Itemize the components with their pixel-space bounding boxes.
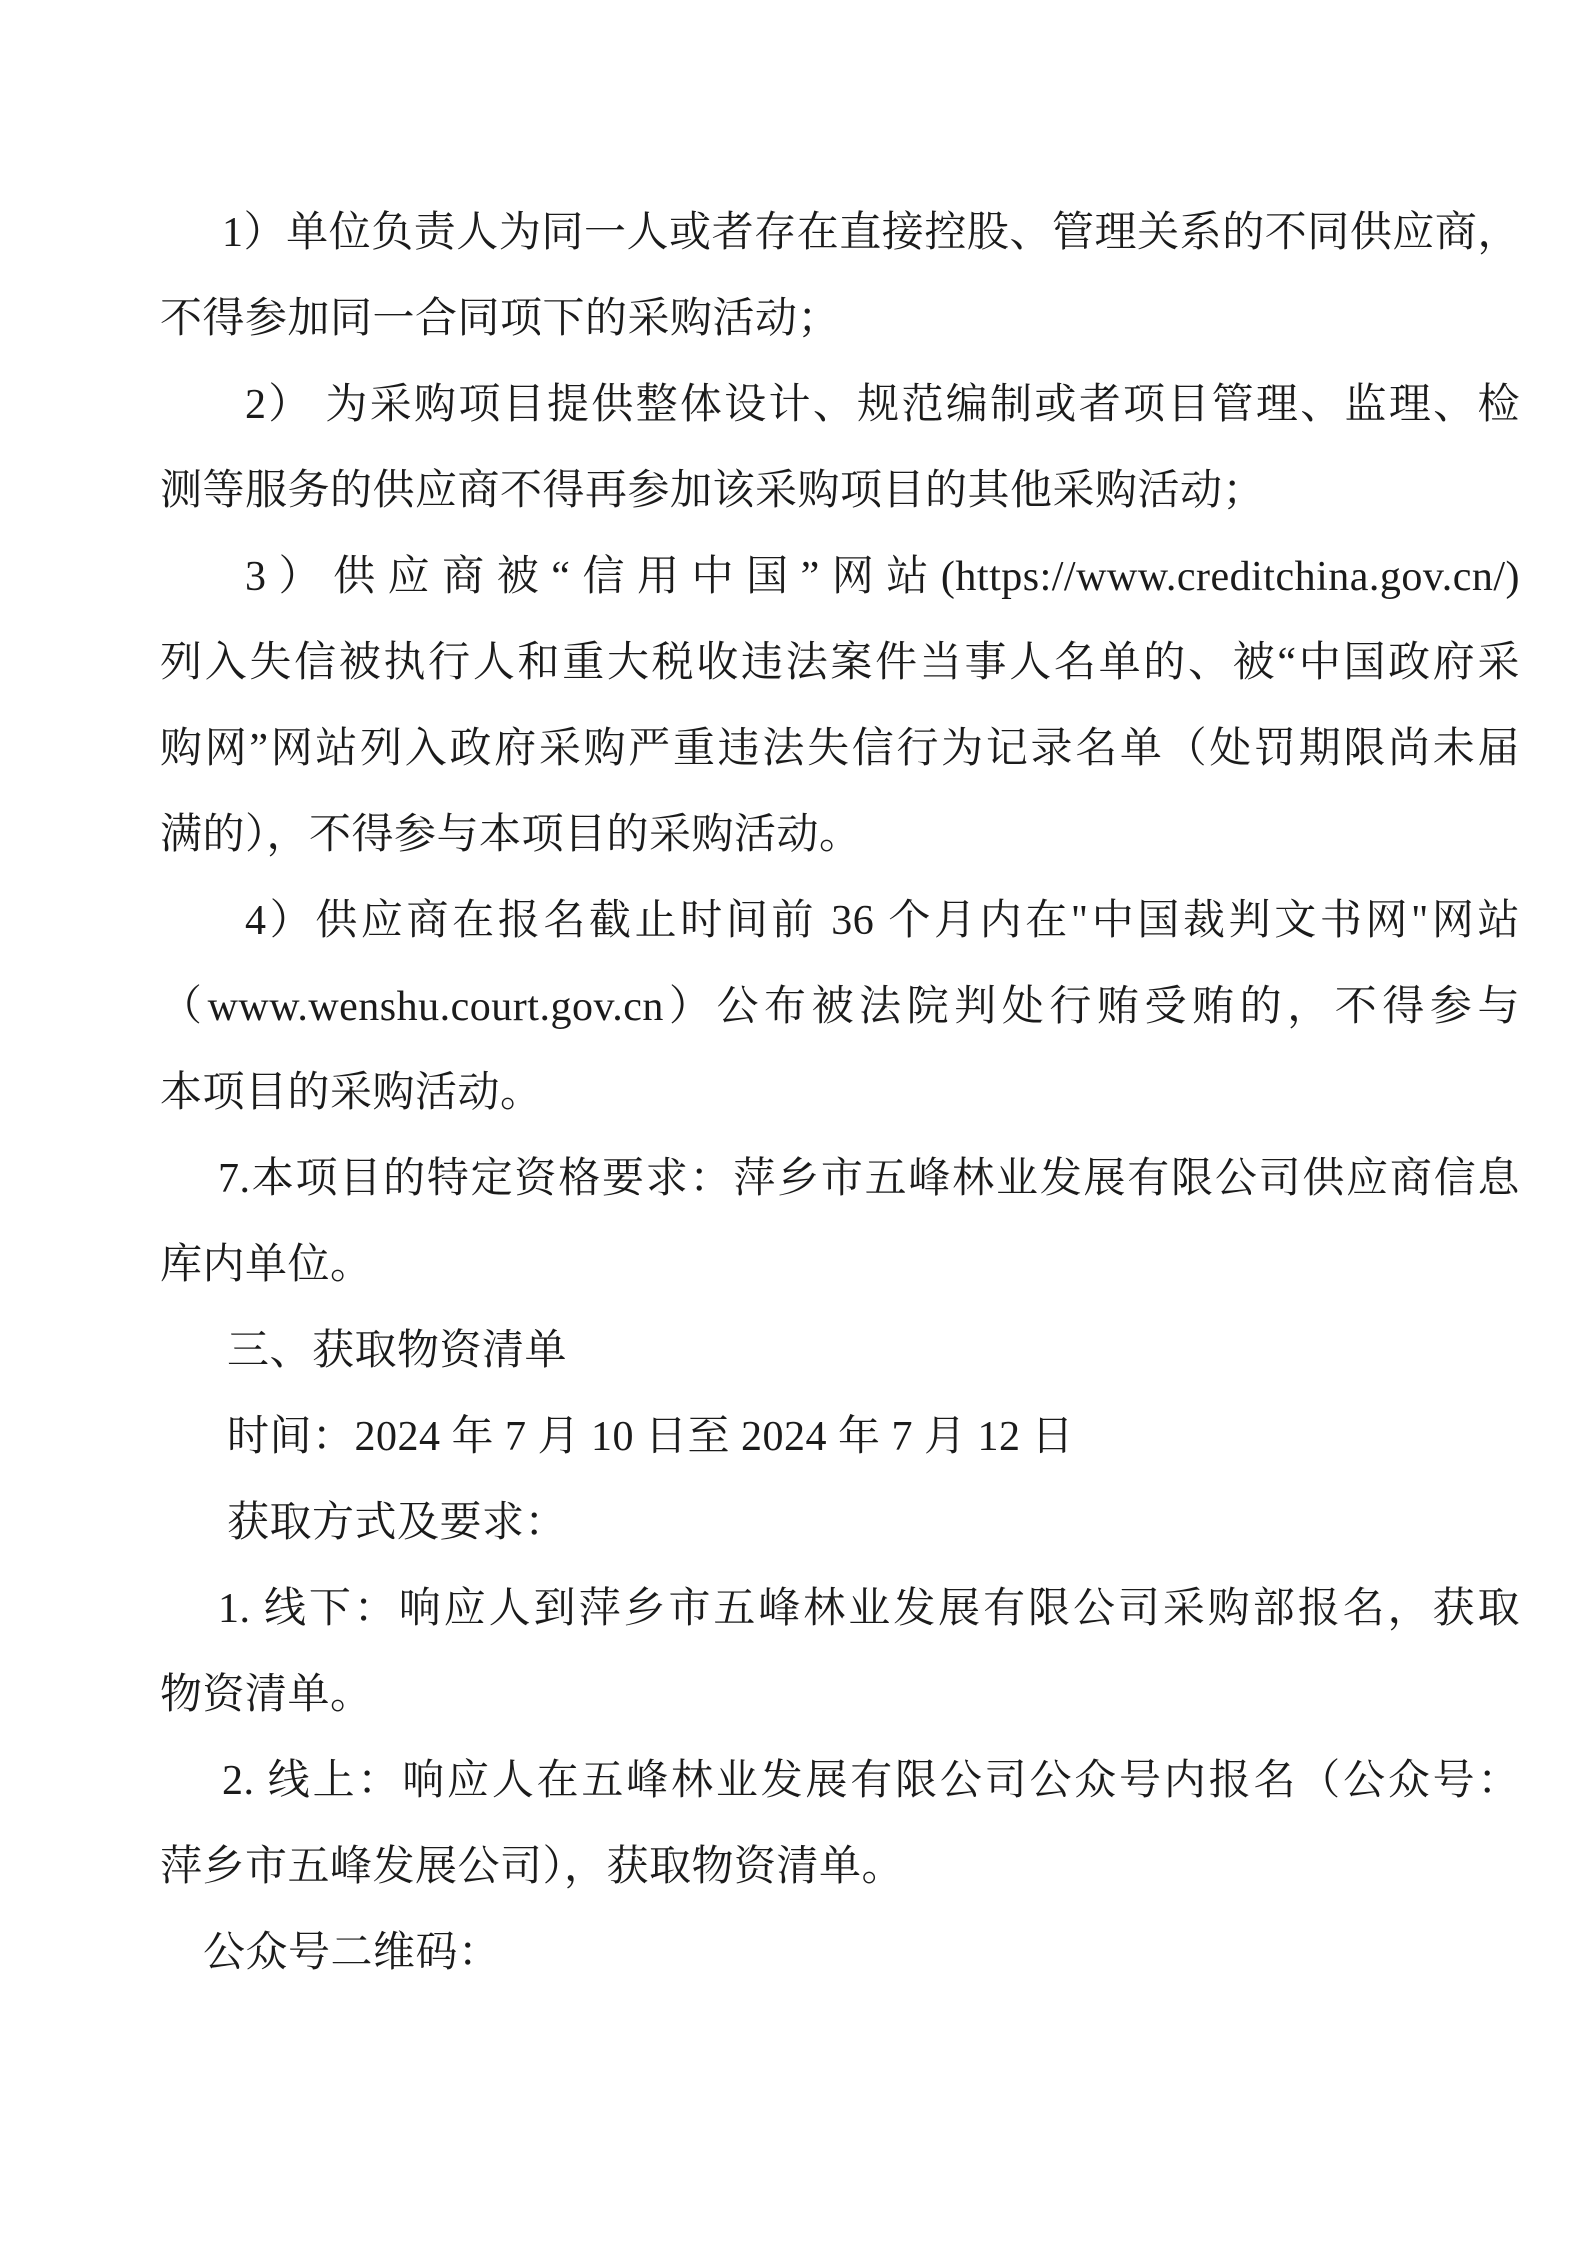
doc-line-qrcode-label: 公众号二维码： [203, 1930, 501, 1976]
doc-line-offline-method-b: 物资清单。 [160, 1672, 373, 1718]
document-text-block [160, 190, 1520, 1996]
doc-line-supplier-rule-2a: 2） 为采购项目提供整体设计、规范编制或者项目管理、监理、检 [245, 382, 1520, 428]
doc-line-special-qualification-a: 7.本项目的特定资格要求：萍乡市五峰林业发展有限公司供应商信息 [218, 1156, 1520, 1202]
doc-line-offline-method-a: 1. 线下：响应人到萍乡市五峰林业发展有限公司采购部报名，获取 [218, 1586, 1520, 1632]
doc-line-time-range: 时间：2024 年 7 月 10 日至 2024 年 7 月 12 日 [227, 1414, 1075, 1460]
doc-line-supplier-rule-3c: 购网”网站列入政府采购严重违法失信行为记录名单（处罚期限尚未届 [160, 726, 1520, 772]
doc-line-supplier-rule-3d: 满的），不得参与本项目的采购活动。 [160, 812, 862, 858]
doc-line-supplier-rule-4a: 4）供应商在报名截止时间前 36 个月内在"中国裁判文书网"网站 [245, 898, 1520, 944]
doc-line-special-qualification-b: 库内单位。 [160, 1242, 373, 1288]
doc-line-online-method-a: 2. 线上：响应人在五峰林业发展有限公司公众号内报名（公众号： [222, 1758, 1520, 1804]
doc-line-supplier-rule-1a: 1）单位负责人为同一人或者存在直接控股、管理关系的不同供应商， [222, 210, 1520, 256]
doc-line-section-heading: 三、获取物资清单 [227, 1328, 568, 1374]
doc-line-supplier-rule-1b: 不得参加同一合同项下的采购活动； [160, 296, 841, 342]
doc-line-supplier-rule-3b: 列入失信被执行人和重大税收违法案件当事人名单的、被“中国政府采 [160, 640, 1520, 686]
doc-line-supplier-rule-2b: 测等服务的供应商不得再参加该采购项目的其他采购活动； [160, 468, 1266, 514]
doc-line-online-method-b: 萍乡市五峰发展公司），获取物资清单。 [160, 1844, 905, 1890]
doc-line-supplier-rule-4c: 本项目的采购活动。 [160, 1070, 543, 1116]
doc-line-supplier-rule-3a: 3）供应商被“信用中国”网站(https://www.creditchina.gov.cn/) [245, 554, 1520, 600]
doc-line-method-heading: 获取方式及要求： [227, 1500, 568, 1546]
doc-line-supplier-rule-4b: （www.wenshu.court.gov.cn）公布被法院判处行贿受贿的，不得参与 [160, 984, 1520, 1030]
